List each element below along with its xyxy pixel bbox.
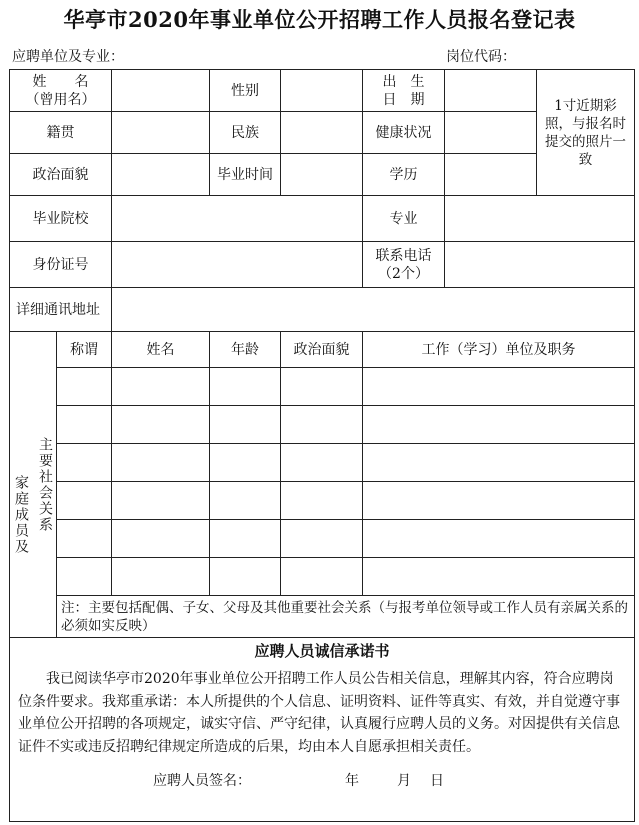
family-cell[interactable] [210,406,281,444]
table-row [10,520,635,558]
name-label-cell [10,70,112,112]
family-cell[interactable] [363,368,635,406]
signature-label: 应聘人员签名： [153,773,251,789]
native-place-label: 籍贯 [10,112,112,154]
school-value[interactable] [112,196,363,242]
family-cell[interactable] [210,444,281,482]
family-cell[interactable] [57,406,112,444]
position-code-label: 岗位代码： [446,49,516,65]
family-cell[interactable] [57,558,112,596]
photo-box: 1寸近期彩照，与报名时提交的照片一致 [537,70,635,196]
former-name-label: （曾用名） [25,91,96,108]
phone-label-cell [363,242,445,288]
birth-label-line2: 日 期 [382,91,425,108]
family-cell[interactable] [363,520,635,558]
birth-value[interactable] [445,70,537,112]
table-row [10,368,635,406]
family-col-relation: 称谓 [57,332,112,368]
family-side-label-col1: 家庭成员及 [13,474,29,555]
family-cell[interactable] [281,444,363,482]
table-row [10,406,635,444]
name-label: 姓 名 [32,73,89,90]
family-cell[interactable] [57,368,112,406]
pledge-body: 我已阅读华亭市2020年事业单位公开招聘工作人员公告相关信息，理解其内容，符合应聘岗位条件要求。我郑重承诺：本人所提供的个人信息、证明资料、证件等真实、有效，并自觉遵守事业单位公开招聘的各项规定，诚实守信、严守纪律，认真履行应聘人员的义务。对因提供有关信息证件不实或违反招聘纪律规定所造成的后果，均由本人自愿承担相关责任。 [18,671,620,755]
family-cell[interactable] [363,482,635,520]
family-cell[interactable] [112,368,210,406]
graduation-time-label: 毕业时间 [210,154,281,196]
phone-label-line2: （2个） [378,265,429,282]
family-cell[interactable] [112,558,210,596]
family-cell[interactable] [363,558,635,596]
family-cell[interactable] [112,444,210,482]
family-cell[interactable] [57,520,112,558]
family-cell[interactable] [57,482,112,520]
family-col-age: 年龄 [210,332,281,368]
table-row [10,444,635,482]
family-cell[interactable] [281,558,363,596]
family-note: 注：主要包括配偶、子女、父母及其他重要社会关系（与报考单位领导或工作人员有亲属关系的必须如实反映） [57,596,635,638]
political-value[interactable] [112,154,210,196]
family-side-label-col2: 主要社会关系 [37,436,53,533]
family-side-label [10,332,57,638]
unit-label: 应聘单位及专业： [12,49,124,65]
pledge-section [10,638,635,822]
ethnicity-value[interactable] [281,112,363,154]
family-cell[interactable] [363,444,635,482]
health-value[interactable] [445,112,537,154]
political-label: 政治面貌 [10,154,112,196]
family-cell[interactable] [210,558,281,596]
pledge-title: 应聘人员诚信承诺书 [254,642,390,660]
signature-year: 年 [345,773,359,789]
graduation-time-value[interactable] [281,154,363,196]
major-value[interactable] [445,196,635,242]
family-cell[interactable] [210,368,281,406]
family-cell[interactable] [281,406,363,444]
table-row [10,558,635,596]
birth-label-line1: 出 生 [382,73,425,90]
family-cell[interactable] [210,482,281,520]
phone-value[interactable] [445,242,635,288]
address-value[interactable] [112,288,635,332]
table-row [10,482,635,520]
native-place-value[interactable] [112,112,210,154]
family-col-name: 姓名 [112,332,210,368]
registration-table [9,69,635,822]
birth-label-cell [363,70,445,112]
family-cell[interactable] [112,482,210,520]
gender-label: 性别 [210,70,281,112]
signature-line [14,772,630,790]
phone-label-line1: 联系电话 [375,247,432,264]
family-col-work: 工作（学习）单位及职务 [363,332,635,368]
family-col-political: 政治面貌 [281,332,363,368]
education-label: 学历 [363,154,445,196]
name-value[interactable] [112,70,210,112]
family-cell[interactable] [281,482,363,520]
signature-month: 月 [397,773,411,789]
family-cell[interactable] [112,406,210,444]
education-value[interactable] [445,154,537,196]
id-number-value[interactable] [112,242,363,288]
address-label: 详细通讯地址 [10,288,112,332]
health-label: 健康状况 [363,112,445,154]
ethnicity-label: 民族 [210,112,281,154]
id-number-label: 身份证号 [10,242,112,288]
major-label: 专业 [363,196,445,242]
signature-day: 日 [430,773,444,789]
family-cell[interactable] [210,520,281,558]
family-cell[interactable] [281,520,363,558]
school-label: 毕业院校 [10,196,112,242]
family-cell[interactable] [112,520,210,558]
family-cell[interactable] [57,444,112,482]
family-cell[interactable] [281,368,363,406]
gender-value[interactable] [281,70,363,112]
form-title: 华亭市2020年事业单位公开招聘工作人员报名登记表 [63,7,576,32]
family-cell[interactable] [363,406,635,444]
